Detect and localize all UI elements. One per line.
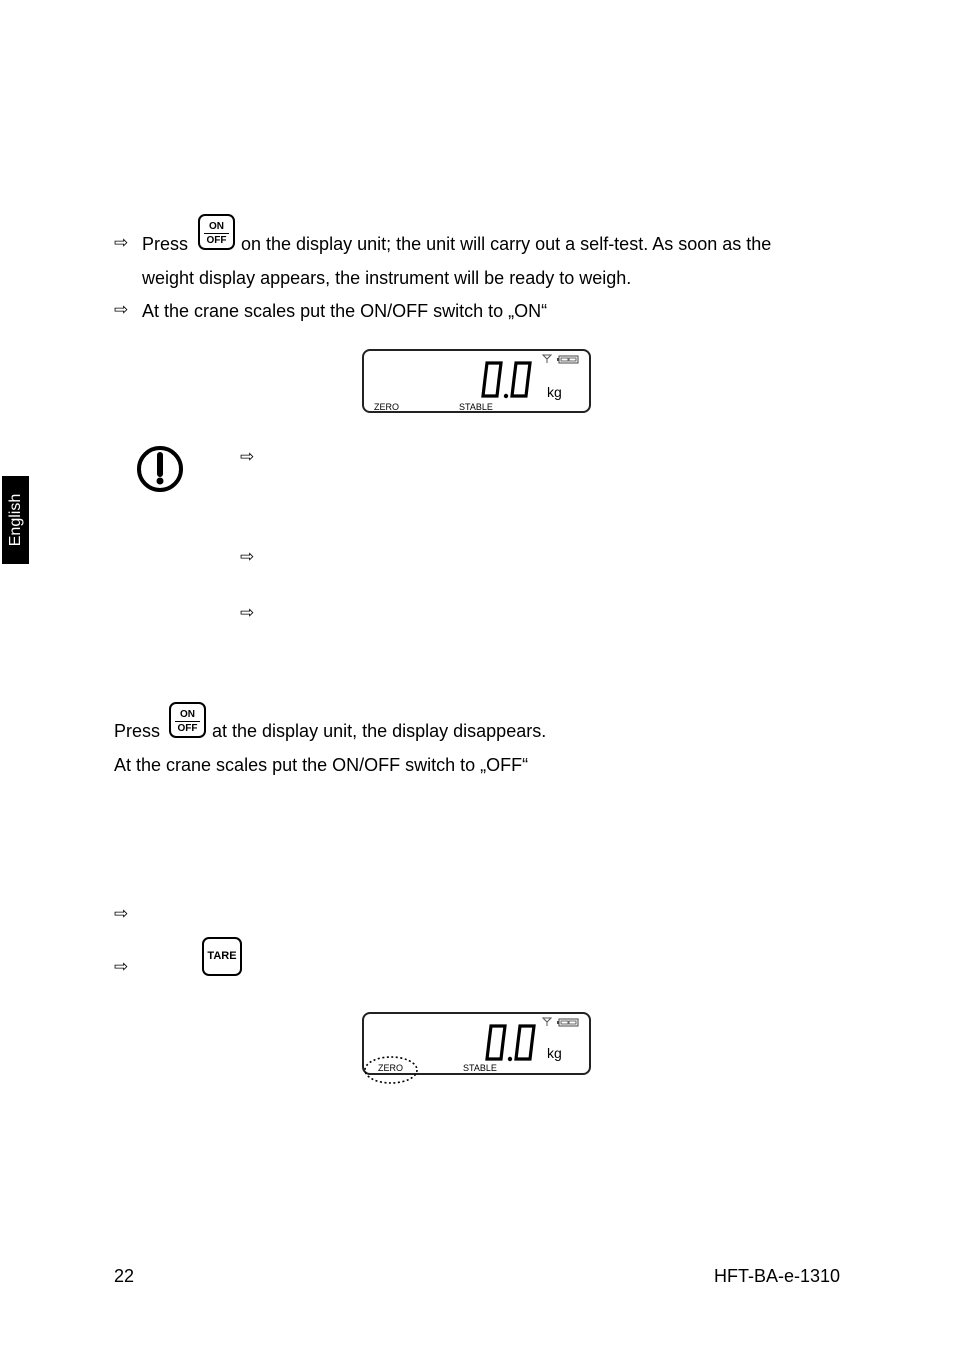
on-key-label: ON	[180, 709, 195, 720]
battery-icon	[557, 355, 579, 364]
arrow-bullet-icon: ⇨	[114, 957, 129, 977]
arrow-bullet-icon: ⇨	[114, 233, 129, 253]
switch-off-press-label: Press	[114, 721, 161, 741]
arrow-bullet-icon: ⇨	[240, 603, 255, 623]
switch-off-text: at the display unit, the display disappears.	[212, 721, 547, 741]
step1-press-label: Press	[142, 234, 189, 254]
switch-off-line2: At the crane scales put the ON/OFF switch to „OFF“	[114, 755, 529, 775]
antenna-icon	[542, 354, 552, 364]
stable-indicator: STABLE	[463, 1063, 497, 1073]
arrow-bullet-icon: ⇨	[240, 547, 255, 567]
on-off-key-icon	[198, 214, 235, 250]
arrow-bullet-icon: ⇨	[114, 904, 129, 924]
arrow-bullet-icon: ⇨	[114, 300, 129, 320]
key-divider	[204, 233, 229, 234]
language-tab	[2, 476, 29, 564]
stable-indicator: STABLE	[459, 402, 493, 412]
unit-label: kg	[547, 384, 562, 400]
zero-indicator: ZERO	[374, 402, 400, 412]
tare-key-label: TARE	[207, 950, 237, 962]
step1-text: on the display unit; the unit will carry out a self-test. As soon as the	[241, 234, 772, 254]
tare-key-icon	[202, 937, 242, 976]
battery-icon	[557, 1018, 579, 1027]
step2-text: At the crane scales put the ON/OFF switch to „ON“	[142, 301, 548, 321]
on-off-key-icon	[169, 702, 206, 738]
off-key-label: OFF	[177, 723, 198, 734]
key-divider	[175, 721, 200, 722]
weight-display-panel	[362, 349, 591, 413]
zero-highlight-circle	[362, 1054, 420, 1086]
seven-segment-readout	[482, 1023, 544, 1063]
zero-indicator: ZERO	[378, 1063, 404, 1073]
unit-label: kg	[547, 1045, 562, 1061]
document-code: HFT-BA-e-1310	[713, 1266, 840, 1286]
on-key-label: ON	[209, 221, 224, 232]
seven-segment-readout	[478, 360, 540, 400]
attention-exclamation-icon	[136, 445, 184, 493]
arrow-bullet-icon: ⇨	[240, 447, 255, 467]
page-number: 22	[114, 1266, 135, 1286]
off-key-label: OFF	[206, 235, 227, 246]
language-tab-label: English	[6, 493, 24, 547]
step1-continuation: weight display appears, the instrument will be ready to weigh.	[142, 268, 632, 288]
